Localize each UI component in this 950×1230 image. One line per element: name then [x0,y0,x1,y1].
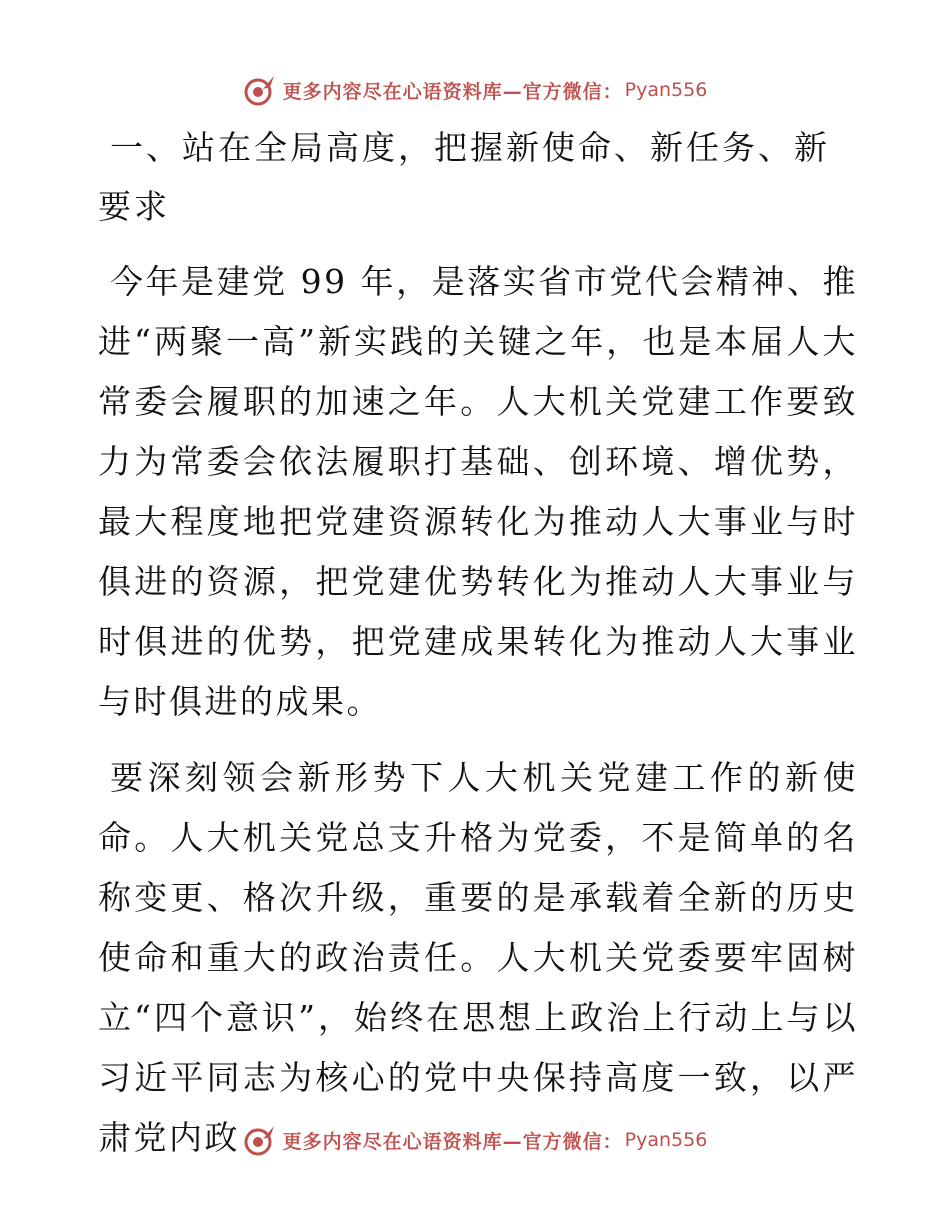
watermark-wechat-id: Pyan556 [624,79,708,101]
section-heading: 一、站在全局高度，把握新使命、新任务、新要求 [98,128,830,226]
document-body [98,118,858,1184]
footer-watermark [0,1120,950,1160]
quill-logo-icon [243,73,277,107]
paragraph-2: 要深刻领会新形势下人大机关党建工作的新使命。人大机关党总支升格为党委，不是简单的名称变更、格次升级，重要的是承载着全新的历史使命和重大的政治责任。人大机关党委要牢固树立“四个意识”，始终在思想上政治上行动上与以习近平同志为核心的党中央保持高度一致，以严肃党内政 [98,758,858,1157]
paragraph-1: 今年是建党 99 年，是落实省市党代会精神、推进“两聚一高”新实践的关键之年，也是本届人大常委会履职的加速之年。人大机关党建工作要致力为常委会依法履职打基础、创环境、增优势，最大程度地把党建资源转化为推动人大事业与时俱进的资源，把党建优势转化为推动人大事业与时俱进的优势，把党建成果转化为推动人大事业与时俱进的成果。 [98,262,858,721]
watermark-text: 更多内容尽在心语资料库—官方微信： [282,80,623,103]
quill-logo-icon [243,1123,277,1157]
watermark-wechat-id: Pyan556 [624,1129,708,1151]
header-watermark [0,70,950,110]
watermark-text: 更多内容尽在心语资料库—官方微信： [282,1130,623,1153]
